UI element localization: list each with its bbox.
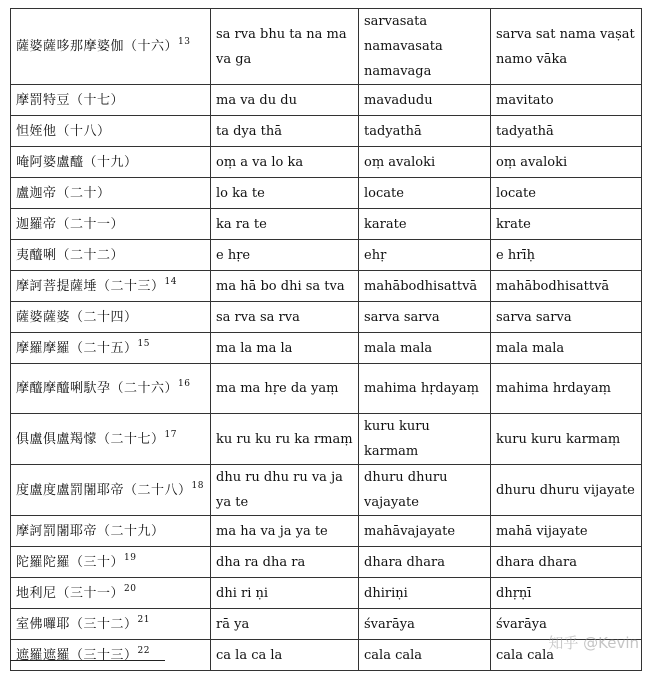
sanskrit-reconstruction-cell: kuru kuru karmaṃ (491, 414, 642, 465)
syllable-transliteration-cell: ta dya thā (211, 116, 359, 147)
sanskrit-reconstruction-cell: mahima hrdayaṃ (491, 364, 642, 414)
table-row (11, 516, 642, 547)
footnote-divider (10, 660, 165, 661)
romanization-cell: karate (359, 209, 491, 240)
sanskrit-reconstruction-cell: sarva sat nama vaṣat namo vāka (491, 9, 642, 85)
chinese-text-cell: 摩罰特豆（十七） (11, 85, 211, 116)
chinese-text-cell: 地利尼（三十一）$^{20}$ (11, 578, 211, 609)
syllable-transliteration-cell: ca la ca la (211, 640, 359, 671)
sanskrit-reconstruction-cell: krate (491, 209, 642, 240)
table-row (11, 116, 642, 147)
footnote-ref[interactable]: 19 (124, 552, 137, 563)
romanization-cell: oṃ avaloki (359, 147, 491, 178)
table-row (11, 240, 642, 271)
table-row (11, 640, 642, 671)
chinese-text-cell: 遮羅遮羅（三十三）$^{22}$ (11, 640, 211, 671)
chinese-text-cell: 陀羅陀羅（三十）$^{19}$ (11, 547, 211, 578)
footnote-ref[interactable]: 21 (137, 614, 150, 625)
syllable-transliteration-cell: dhi ri ṇi (211, 578, 359, 609)
chinese-text-cell: 薩婆薩哆那摩婆伽（十六）$^{13}$ (11, 9, 211, 85)
table-row (11, 147, 642, 178)
footnote-ref[interactable]: 20 (124, 583, 137, 594)
chinese-text-cell: 俱盧俱盧羯懞（二十七）$^{17}$ (11, 414, 211, 465)
sanskrit-reconstruction-cell: mavitato (491, 85, 642, 116)
mantra-table (10, 8, 642, 671)
romanization-cell: tadyathā (359, 116, 491, 147)
chinese-text-cell: 薩婆薩婆（二十四） (11, 302, 211, 333)
romanization-cell: dhara dhara (359, 547, 491, 578)
syllable-transliteration-cell: ma va du du (211, 85, 359, 116)
footnote-ref[interactable]: 18 (191, 480, 204, 491)
chinese-text-cell: 唵阿婆盧醯（十九） (11, 147, 211, 178)
syllable-transliteration-cell: dha ra dha ra (211, 547, 359, 578)
sanskrit-reconstruction-cell: mahā vijayate (491, 516, 642, 547)
sanskrit-reconstruction-cell: sarva sarva (491, 302, 642, 333)
syllable-transliteration-cell: ma ha va ja ya te (211, 516, 359, 547)
romanization-cell: mala mala (359, 333, 491, 364)
chinese-text-cell: 摩羅摩羅（二十五）$^{15}$ (11, 333, 211, 364)
romanization-cell: sarvasata namavasata namavaga (359, 9, 491, 85)
table-row (11, 609, 642, 640)
syllable-transliteration-cell: oṃ a va lo ka (211, 147, 359, 178)
footnote-ref[interactable]: 15 (137, 338, 150, 349)
syllable-transliteration-cell: rā ya (211, 609, 359, 640)
syllable-transliteration-cell: sa rva bhu ta na ma va ga (211, 9, 359, 85)
watermark: 知乎 @Kevin (548, 634, 639, 652)
romanization-cell: dhiriṇi (359, 578, 491, 609)
table-row (11, 333, 642, 364)
romanization-cell: mavadudu (359, 85, 491, 116)
chinese-text-cell: 室佛囉耶（三十二）$^{21}$ (11, 609, 211, 640)
chinese-text-cell: 摩訶罰闍耶帝（二十九） (11, 516, 211, 547)
syllable-transliteration-cell: ma ma hṛe da yaṃ (211, 364, 359, 414)
sanskrit-reconstruction-cell: oṃ avaloki (491, 147, 642, 178)
syllable-transliteration-cell: ku ru ku ru ka rmaṃ (211, 414, 359, 465)
chinese-text-cell: 盧迦帝（二十） (11, 178, 211, 209)
chinese-text-cell: 度盧度盧罰闍耶帝（二十八）$^{18}$ (11, 465, 211, 516)
footnote-ref[interactable]: 17 (164, 429, 177, 440)
table-row (11, 178, 642, 209)
table-row (11, 578, 642, 609)
chinese-text-cell: 怛姪他（十八） (11, 116, 211, 147)
syllable-transliteration-cell: ma hā bo dhi sa tva (211, 271, 359, 302)
table-row (11, 9, 642, 85)
chinese-text-cell: 迦羅帝（二十一） (11, 209, 211, 240)
romanization-cell: mahāvajayate (359, 516, 491, 547)
romanization-cell: locate (359, 178, 491, 209)
romanization-cell: sarva sarva (359, 302, 491, 333)
table-row (11, 271, 642, 302)
romanization-cell: mahima hṛdayaṃ (359, 364, 491, 414)
chinese-text-cell: 摩醯摩醯唎馱孕（二十六）$^{16}$ (11, 364, 211, 414)
footnote-ref[interactable]: 16 (178, 379, 191, 389)
syllable-transliteration-cell: lo ka te (211, 178, 359, 209)
table-row (11, 547, 642, 578)
chinese-text-cell: 摩訶菩提薩埵（二十三）$^{14}$ (11, 271, 211, 302)
sanskrit-reconstruction-cell: locate (491, 178, 642, 209)
footnote-ref[interactable]: 14 (164, 276, 177, 287)
table-row (11, 85, 642, 116)
footnote-ref[interactable]: 13 (178, 37, 191, 47)
chinese-text-cell: 夷醯唎（二十二） (11, 240, 211, 271)
romanization-cell: mahābodhisattvā (359, 271, 491, 302)
sanskrit-reconstruction-cell: cala cala (491, 640, 642, 671)
romanization-cell: dhuru dhuru vajayate (359, 465, 491, 516)
sanskrit-reconstruction-cell: śvarāya (491, 609, 642, 640)
romanization-cell: śvarāya (359, 609, 491, 640)
table-row (11, 302, 642, 333)
syllable-transliteration-cell: sa rva sa rva (211, 302, 359, 333)
syllable-transliteration-cell: ma la ma la (211, 333, 359, 364)
romanization-cell: ehṛ (359, 240, 491, 271)
table-row (11, 209, 642, 240)
sanskrit-reconstruction-cell: dhara dhara (491, 547, 642, 578)
syllable-transliteration-cell: dhu ru dhu ru va ja ya te (211, 465, 359, 516)
table-row (11, 465, 642, 516)
sanskrit-reconstruction-cell: dhuru dhuru vijayate (491, 465, 642, 516)
sanskrit-reconstruction-cell: mahābodhisattvā (491, 271, 642, 302)
sanskrit-reconstruction-cell: mala mala (491, 333, 642, 364)
footnote-ref[interactable]: 22 (137, 645, 150, 656)
table-row (11, 414, 642, 465)
syllable-transliteration-cell: ka ra te (211, 209, 359, 240)
sanskrit-reconstruction-cell: tadyathā (491, 116, 642, 147)
sanskrit-reconstruction-cell: dhṛṇī (491, 578, 642, 609)
romanization-cell: cala cala (359, 640, 491, 671)
syllable-transliteration-cell: e hṛe (211, 240, 359, 271)
table-row (11, 364, 642, 414)
sanskrit-reconstruction-cell: e hrīḥ (491, 240, 642, 271)
romanization-cell: kuru kuru karmam (359, 414, 491, 465)
